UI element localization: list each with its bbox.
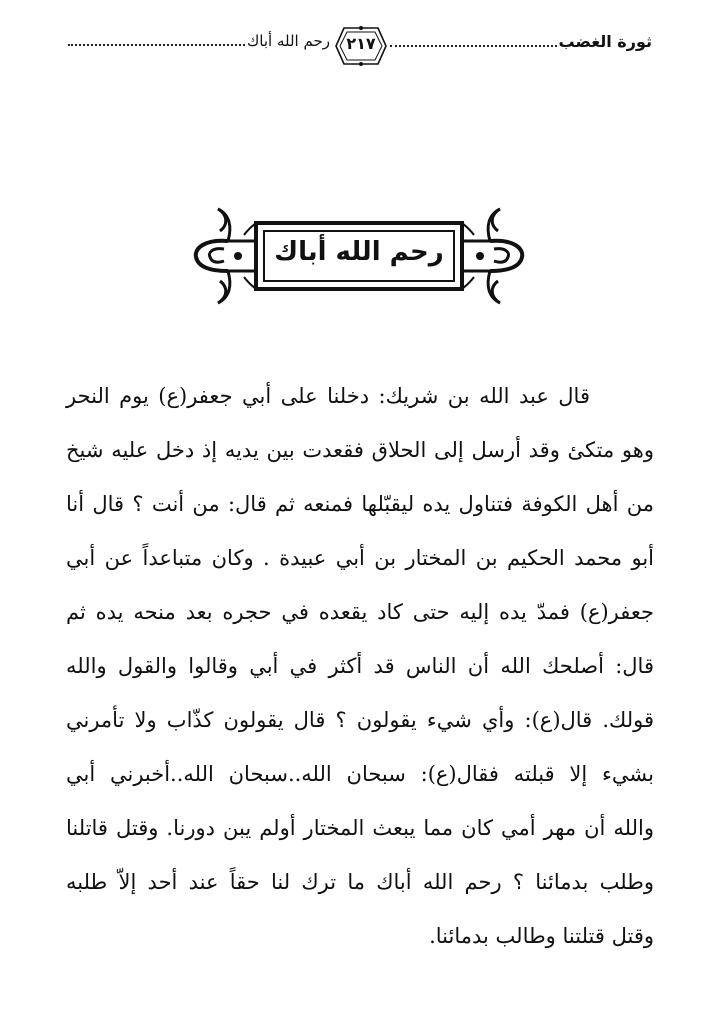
text-line: بشيء إلا قبلته فقال(ع): سبحان الله..سبحان الله..أخبرني أبي [66,762,654,786]
page-header [0,0,718,80]
text-line: والله أن مهر أمي كان مما يبعث المختار أولم يبن دورنا. وقتل قاتلنا [66,816,654,840]
page-number: ٢١٧ [346,34,376,53]
body-text [66,369,654,963]
text-line: من أهل الكوفة فتناول يده ليقبّلها فمنعه ثم قال: من أنت ؟ قال أنا [66,492,654,516]
header-dotted-leader [68,44,245,46]
book-title: ثورة الغضب [558,32,652,51]
text-line: أبو محمد الحكيم بن المختار بن أبي عبيدة . وكان متباعداً عن أبي [66,546,654,570]
text-line: قال: أصلحك الله أن الناس قد أكثر في أبي وقالوا والقول والله [66,654,654,678]
section-title: رحم الله أباك [274,237,444,267]
running-header-book [390,32,652,51]
running-header-chapter [68,32,330,50]
text-line: جعفر(ع) فمدّ يده إليه حتى كاد يقعده في حجره بعد منحه يده ثم [66,600,654,624]
text-line: وهو متكئ وقد أرسل إلى الحلاق فقعدت بين يديه إذ دخل عليه شيخ [66,438,654,462]
header-dotted-leader [390,45,557,47]
text-line: وقتل قتلتنا وطالب بدمائنا. [429,924,654,948]
text-line: قال عبد الله بن شريك: دخلنا على أبي جعفر(ع) يوم النحر [66,384,590,408]
chapter-title: رحم الله أباك [246,32,330,50]
page-number-badge [334,24,388,68]
text-line: قولك. قال(ع): وأي شيء يقولون ؟ قال يقولون كذّاب ولا تأمرني [66,708,654,732]
text-line: وطلب بدمائنا ؟ رحم الله أباك ما ترك لنا حقاً عند أحد إلاّ طلبه [66,870,654,894]
